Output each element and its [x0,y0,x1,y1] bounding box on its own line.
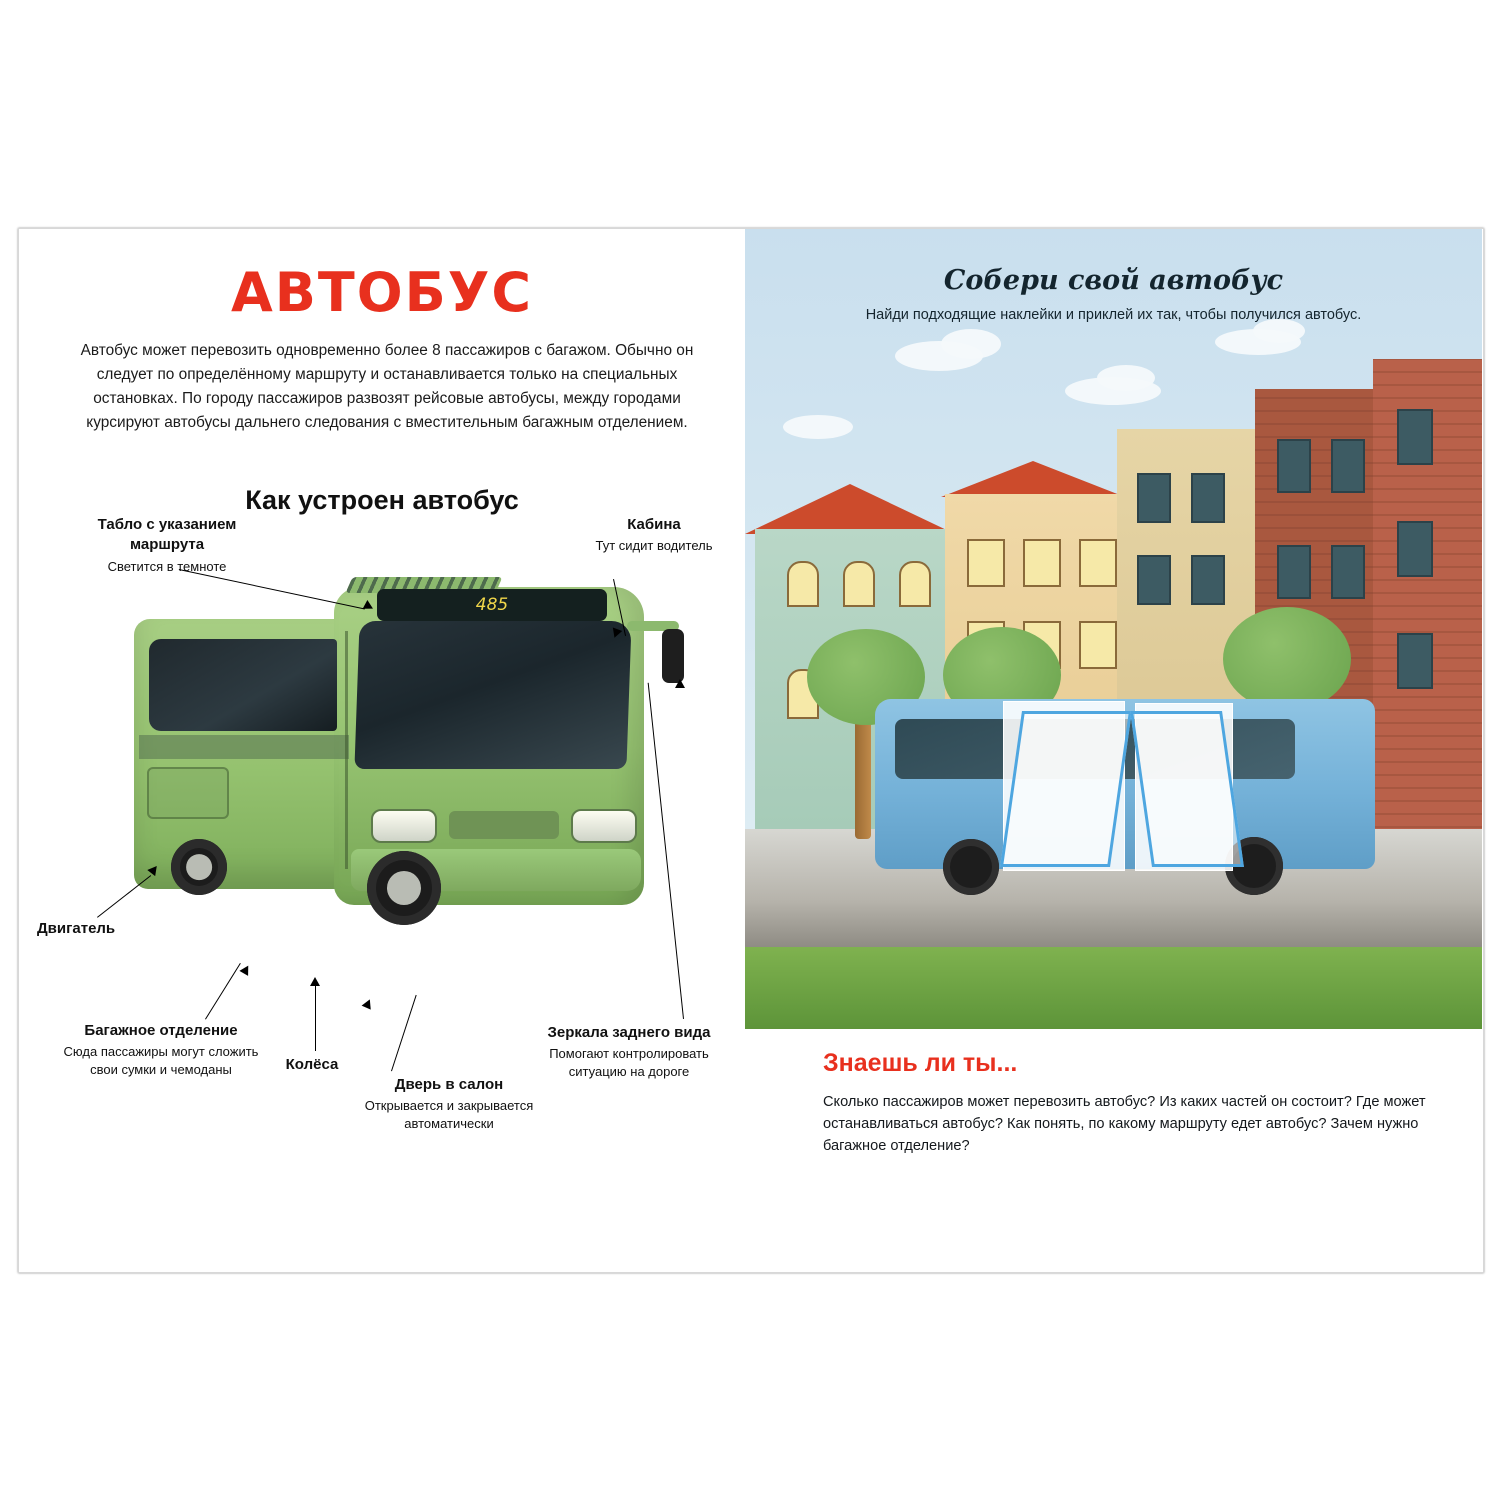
route-number-board: 485 [377,589,607,621]
window [899,561,931,607]
bus-windshield [354,621,631,769]
bus-front-wheel [367,851,441,925]
callout-title: Табло с указанием маршрута [97,516,237,554]
window [1023,539,1061,587]
callout-door [349,1075,549,1132]
callout-cabin [589,515,719,555]
window [1079,539,1117,587]
right-page [745,229,1482,1272]
callout-wheels [257,1055,367,1077]
window [1397,521,1433,577]
callout-mirrors [519,1023,739,1080]
callout-title: Дверь в салон [394,1076,504,1093]
callout-title: Двигатель [37,920,116,937]
sticker-scene-illustration [745,229,1482,1029]
roof-green [745,484,955,534]
page-title: АВТОБУС [230,261,534,324]
window [1397,633,1433,689]
cloud-icon [941,329,1001,359]
callout-title: Колёса [285,1056,339,1073]
window [967,539,1005,587]
callout-title: Кабина [627,516,681,533]
leader-line-door [391,995,417,1072]
left-page [19,229,745,1272]
bus-grille [449,811,559,839]
window [787,561,819,607]
roof-yellow [941,461,1125,497]
callout-text: Сюда пассажиры могут сложить свои сумки и чемоданы [63,1044,259,1077]
book-spread [18,228,1484,1273]
blue-bus-incomplete [835,659,1395,909]
window [1191,473,1225,523]
right-page-subtitle: Найди подходящие наклейки и приклей их так, чтобы получился автобус. [865,307,1362,323]
bus-rear-wheel [171,839,227,895]
bus-side-window [149,639,337,731]
callout-text: Светится в темноте [107,558,227,574]
window [1331,545,1365,599]
bus-side-panel [139,735,349,759]
callout-route-board [67,515,267,575]
window [843,561,875,607]
callout-engine [37,919,177,941]
grass-strip [745,947,1482,1029]
window [1397,409,1433,465]
blue-bus-front-wheel [943,839,999,895]
bus-headlight-left [371,809,437,843]
know-section-text: Сколько пассажиров может перевозить автобус? Из каких частей он состоит? Где может останавливаться автобус? Как понять, по какому маршруту едет автобус? Зачем нужно багажное отделение? [823,1094,1426,1155]
wheel-hub [186,854,212,880]
cloud-icon [1097,365,1155,391]
wheel-hub [387,871,421,905]
leader-arrow-wheels [310,977,320,986]
bus-mirror-head [662,629,684,683]
callout-text: Помогают контролировать ситуацию на дороге [549,1046,709,1079]
bus-luggage-hatch [147,767,229,819]
know-section-title: Знаешь ли ты... [823,1049,1018,1077]
leader-line-wheels [315,981,316,1051]
sticker-outline[interactable] [1000,711,1132,867]
window [1277,439,1311,493]
bus-headlight-right [571,809,637,843]
callout-text: Открывается и закрывается автоматически [364,1098,534,1131]
cloud-icon [783,415,853,439]
callout-title: Зеркала заднего вида [547,1024,711,1041]
window [1277,545,1311,599]
section-title: Как устроен автобус [245,485,519,515]
window [1137,555,1171,605]
right-page-title: Собери свой автобус [943,265,1284,296]
callout-luggage [51,1021,271,1078]
window [1191,555,1225,605]
window [1331,439,1365,493]
bus-photo [119,559,699,979]
window [1137,473,1171,523]
intro-paragraph: Автобус может перевозить одновременно более 8 пассажиров с багажом. Обычно он следует по определённому маршруту и останавливается только на специальных остановках. По городу пассажиров развозят рейсовые автобусы, между городами курсируют автобусы дальнего следования с вместительным багажным отделением. [80,342,694,431]
callout-text: Тут сидит водитель [595,538,713,554]
callout-title: Багажное отделение [84,1022,238,1039]
bus-door-seam [345,631,348,869]
leader-arrow-door [362,997,375,1009]
leader-arrow-mirrors [675,679,685,688]
